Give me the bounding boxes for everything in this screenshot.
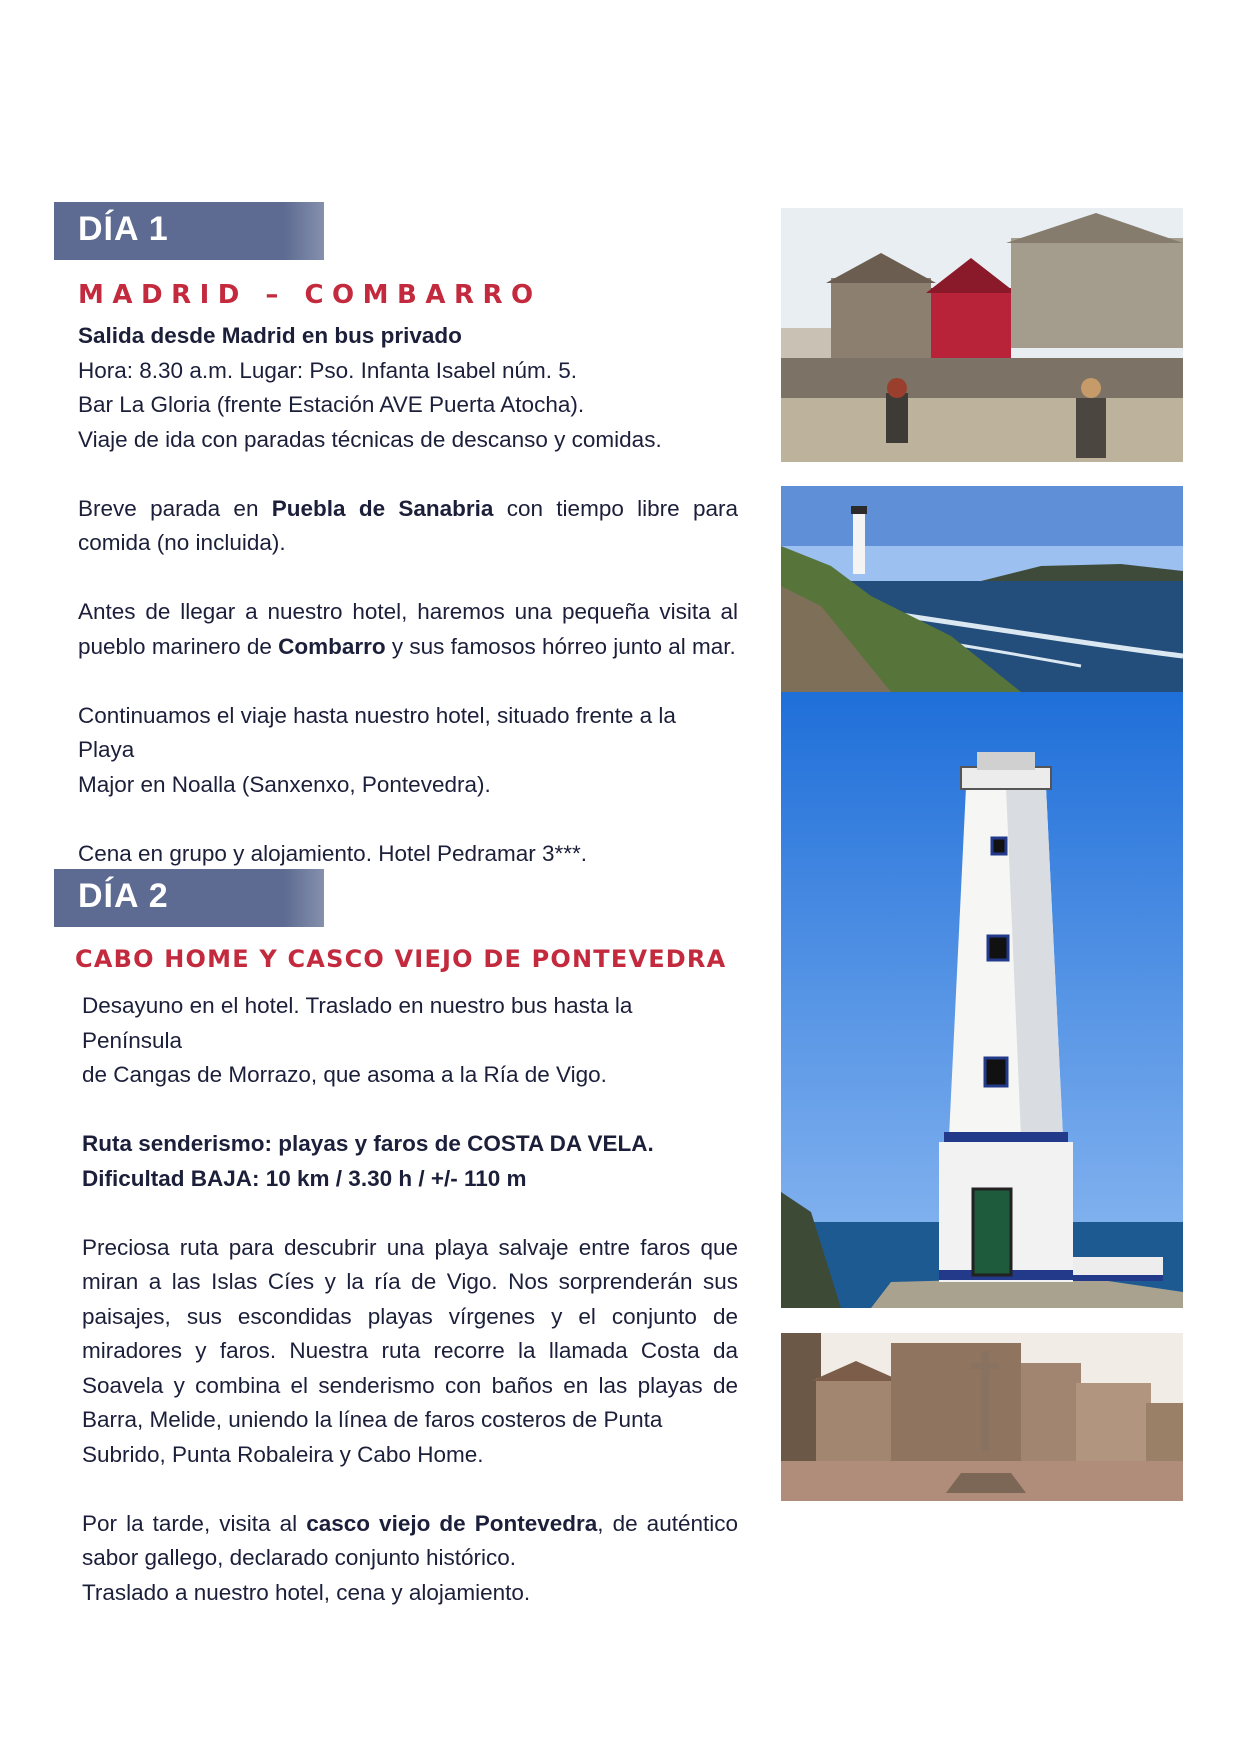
day-2-line: miran a las Islas Cíes y la ría de Vigo. Nos sorprenderán sus	[82, 1269, 738, 1294]
route-line: Ruta senderismo: playas y faros de COSTA DA VELA.	[82, 1131, 654, 1156]
day-1-title: MADRID – COMBARRO	[78, 280, 542, 310]
day-2-line: Soavela y combina el senderismo con baños en las playas de	[82, 1372, 738, 1398]
day-2-line: Subrido, Punta Robaleira y Cabo Home.	[82, 1441, 484, 1467]
day-2-line: de Cangas de Morrazo, que asoma a la Ría de Vigo.	[82, 1062, 607, 1087]
day-2-pontevedra-line: Por la tarde, visita al casco viejo de Pontevedra, de auténtico	[82, 1510, 738, 1536]
day-1-line: Cena en grupo y alojamiento. Hotel Pedramar 3***.	[78, 840, 588, 866]
day-1-line: Antes de llegar a nuestro hotel, haremos una pequeña visita al	[78, 599, 738, 624]
day-1-line: comida (no incluida).	[78, 530, 286, 555]
day-2-title: CABO HOME Y CASCO VIEJO DE PONTEVEDRA	[75, 945, 727, 973]
day-2-line: Traslado a nuestro hotel, cena y alojamiento.	[82, 1579, 531, 1605]
day-1-sanabria-line: Breve parada en Puebla de Sanabria con tiempo libre para	[78, 495, 738, 521]
day-1-line: Hora: 8.30 a.m. Lugar: Pso. Infanta Isabel núm. 5.	[78, 357, 578, 383]
day-1-combarro-line: pueblo marinero de Combarro y sus famosos hórreo junto al mar.	[78, 633, 736, 659]
day-1-line: Continuamos el viaje hasta nuestro hotel, situado frente a la Playa	[78, 702, 676, 762]
day-1-subtitle: Salida desde Madrid en bus privado	[78, 323, 462, 348]
day-2-line: Preciosa ruta para descubrir una playa salvaje entre faros que	[82, 1234, 738, 1260]
pontevedra-square-photo	[781, 1333, 1183, 1501]
day-1-text	[78, 319, 738, 871]
day-1-badge: DÍA 1	[54, 202, 324, 260]
day-2-badge: DÍA 2	[54, 869, 324, 927]
day-2-line: Desayuno en el hotel. Traslado en nuestro bus hasta la Península	[82, 993, 633, 1053]
day-2-text	[82, 989, 738, 1610]
day-2-line: Barra, Melide, uniendo la línea de faros costeros de Punta	[82, 1407, 663, 1432]
day-1-line: Viaje de ida con paradas técnicas de descanso y comidas.	[78, 426, 662, 452]
cabo-home-lighthouse-photo	[781, 692, 1183, 1308]
day-2-line: miradores y faros. Nuestra ruta recorre la llamada Costa da	[82, 1338, 738, 1363]
day-2-line: paisajes, sus escondidas playas vírgenes y el conjunto de	[82, 1303, 738, 1329]
day-1-line: Bar La Gloria (frente Estación AVE Puerta Atocha).	[78, 392, 585, 417]
day-2-line: sabor gallego, declarado conjunto histórico.	[82, 1545, 517, 1570]
day-1-line: Major en Noalla (Sanxenxo, Pontevedra).	[78, 771, 491, 797]
difficulty-line: Dificultad BAJA: 10 km / 3.30 h / +/- 110 m	[82, 1165, 527, 1191]
combarro-photo	[781, 208, 1183, 462]
coast-lighthouse-photo	[781, 486, 1183, 692]
